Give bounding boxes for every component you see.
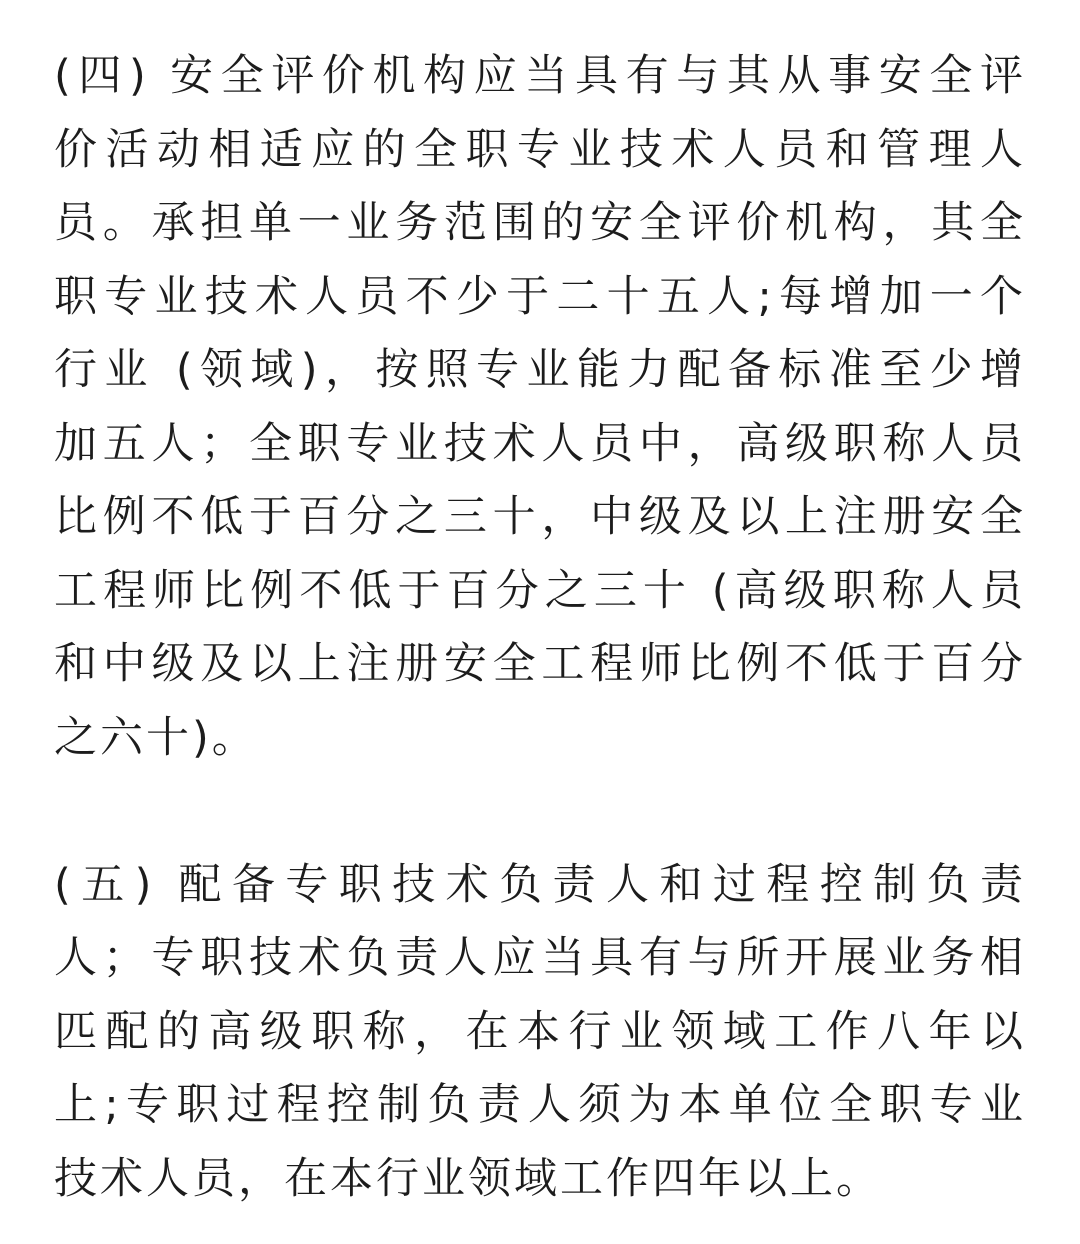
paragraph-line: 技术人员，在本行业领域工作四年以上。 — [54, 1153, 882, 1204]
paragraph-four — [54, 40, 1026, 775]
paragraph-line: (四) 安全评价机构应当具有与其从事安全评 — [54, 51, 1026, 101]
paragraph-line: 工程师比例不低于百分之三十 (高级职称人员 — [54, 565, 1026, 616]
paragraph-line: 职专业技术人员不少于二十五人;每增加一个 — [54, 271, 1026, 322]
paragraph-line: 加五人；全职专业技术人员中，高级职称人员 — [54, 418, 1026, 469]
paragraph-line: 价活动相适应的全职专业技术人员和管理人 — [54, 124, 1026, 175]
paragraph-five — [54, 849, 1026, 1217]
paragraph-line: 行业 (领域)，按照专业能力配备标准至少增 — [54, 345, 1026, 395]
paragraph-line: 匹配的高级职称，在本行业领域工作八年以 — [54, 1006, 1026, 1057]
paragraph-line: 和中级及以上注册安全工程师比例不低于百分 — [54, 639, 1026, 689]
paragraph-line: 上;专职过程控制负责人须为本单位全职专业 — [54, 1080, 1026, 1130]
paragraph-line: 人；专职技术负责人应当具有与所开展业务相 — [54, 933, 1026, 983]
paragraph-line: (五) 配备专职技术负责人和过程控制负责 — [54, 859, 1026, 910]
paragraph-line: 员。承担单一业务范围的安全评价机构，其全 — [54, 198, 1026, 248]
paragraph-spacer — [54, 775, 1026, 849]
paragraph-line: 比例不低于百分之三十，中级及以上注册安全 — [54, 492, 1026, 542]
document-page — [54, 40, 1026, 1216]
paragraph-line: 之六十)。 — [54, 712, 258, 763]
